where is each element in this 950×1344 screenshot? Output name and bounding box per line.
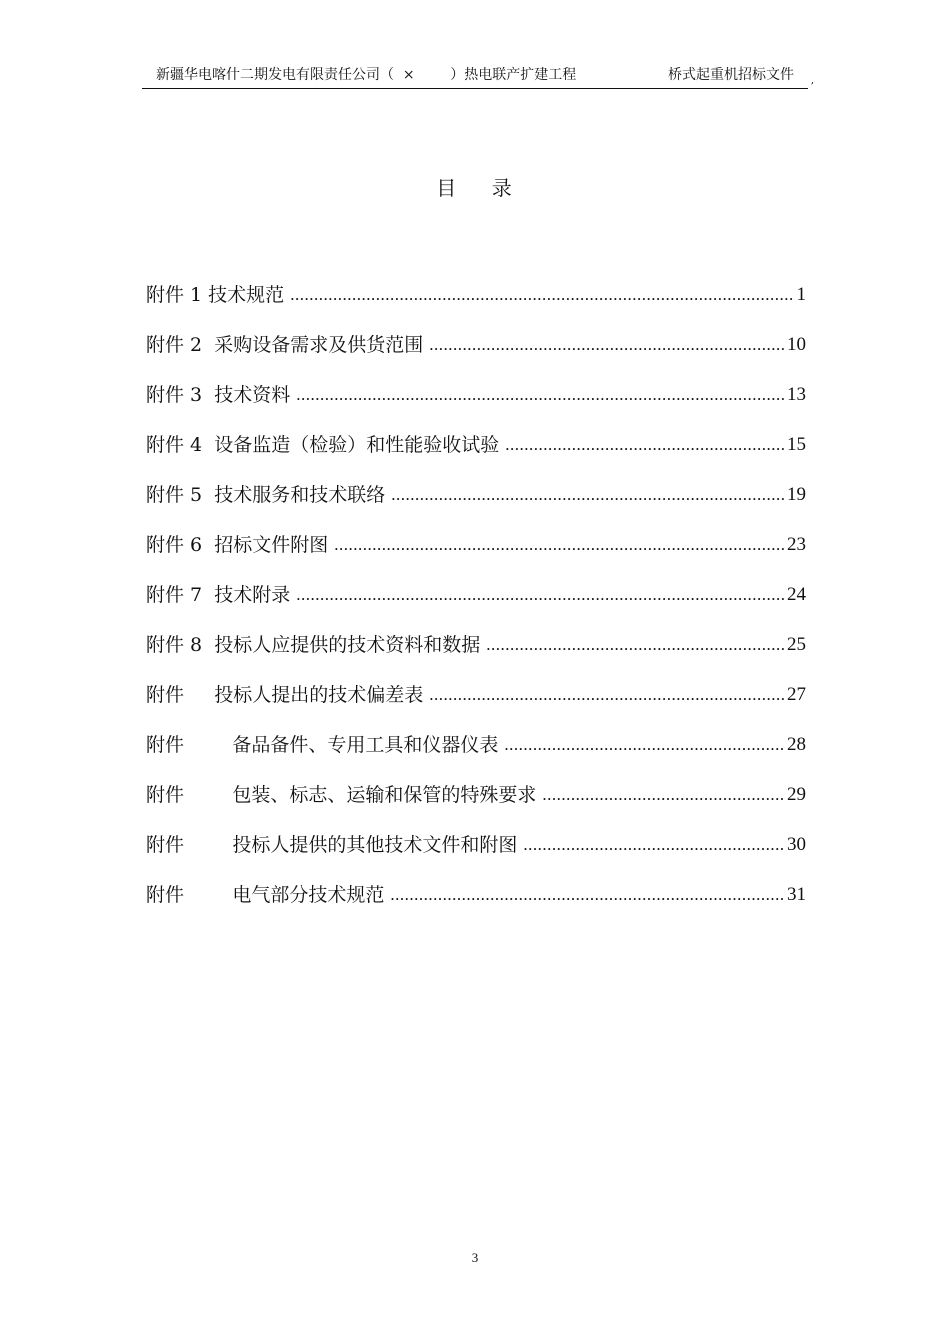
toc-dot-leader — [504, 730, 785, 760]
toc-entry-number: 附件 — [146, 884, 233, 906]
toc-dot-leader — [486, 630, 785, 660]
toc-entry-number: 附件 — [146, 734, 233, 756]
toc-dot-leader — [290, 280, 794, 310]
toc-entry-label: 技术资料 — [214, 384, 291, 406]
toc-entry-number: 附件 4 — [146, 434, 215, 456]
toc-title: 目 录 — [436, 176, 514, 200]
toc-dot-leader — [334, 530, 785, 560]
toc-entry-label: 技术规范 — [208, 284, 285, 306]
toc-dot-leader — [391, 480, 785, 510]
toc-entry[interactable] — [146, 520, 806, 570]
page-number: 3 — [471, 1250, 479, 1265]
toc-entry-number: 附件 6 — [146, 534, 215, 556]
toc-entry-number: 附件 8 — [146, 634, 215, 656]
toc-entry[interactable] — [146, 270, 806, 320]
toc-entry-number: 附件 5 — [146, 484, 215, 506]
toc-dot-leader — [296, 380, 785, 410]
toc-dot-leader — [296, 580, 785, 610]
toc-entry[interactable] — [146, 870, 806, 920]
toc-entry-label: 投标人提供的其他技术文件和附图 — [232, 834, 518, 856]
toc-entry-number: 附件 3 — [146, 384, 215, 406]
toc-entry-page: 24 — [787, 584, 806, 605]
toc-entry-page: 1 — [796, 284, 806, 305]
toc-entry[interactable] — [146, 720, 806, 770]
toc-entry-label: 投标人提出的技术偏差表 — [214, 684, 424, 706]
toc-entry[interactable] — [146, 370, 806, 420]
toc-entry-page: 27 — [787, 684, 806, 705]
toc-entry-page: 30 — [787, 834, 806, 855]
toc-entry-number: 附件 — [146, 834, 233, 856]
toc-dot-leader — [390, 880, 785, 910]
toc-entry[interactable] — [146, 670, 806, 720]
header-project-name: 新疆华电喀什二期发电有限责任公司（ × ）热电联产扩建工程 — [156, 67, 577, 83]
toc-dot-leader — [523, 830, 785, 860]
table-of-contents — [146, 270, 806, 920]
toc-dot-leader — [542, 780, 785, 810]
toc-entry-page: 29 — [787, 784, 806, 805]
toc-dot-leader — [505, 430, 785, 460]
toc-entry-label: 投标人应提供的技术资料和数据 — [214, 634, 481, 656]
toc-entry-number: 附件 — [146, 784, 233, 806]
toc-entry-number: 附件 2 — [146, 334, 215, 356]
toc-entry-page: 19 — [787, 484, 806, 505]
toc-entry-page: 13 — [787, 384, 806, 405]
toc-entry-number: 附件 1 — [146, 284, 209, 306]
toc-entry-page: 31 — [787, 884, 806, 905]
toc-entry[interactable] — [146, 420, 806, 470]
toc-entry-page: 25 — [787, 634, 806, 655]
toc-entry-page: 28 — [787, 734, 806, 755]
toc-entry-page: 15 — [787, 434, 806, 455]
toc-entry-label: 设备监造（检验）和性能验收试验 — [214, 434, 500, 456]
toc-entry[interactable] — [146, 570, 806, 620]
toc-entry-number: 附件 — [146, 684, 215, 706]
toc-entry-page: 10 — [787, 334, 806, 355]
toc-dot-leader — [429, 330, 785, 360]
toc-entry-label: 技术附录 — [214, 584, 291, 606]
toc-entry-number: 附件 7 — [146, 584, 215, 606]
toc-entry-label: 包装、标志、运输和保管的特殊要求 — [232, 784, 537, 806]
toc-entry-label: 采购设备需求及供货范围 — [214, 334, 424, 356]
toc-entry-label: 技术服务和技术联络 — [214, 484, 386, 506]
toc-entry[interactable] — [146, 770, 806, 820]
page-header — [142, 62, 814, 89]
toc-entry-page: 23 — [787, 534, 806, 555]
toc-entry[interactable] — [146, 470, 806, 520]
toc-entry-label: 电气部分技术规范 — [232, 884, 385, 906]
toc-entry-label: 备品备件、专用工具和仪器仪表 — [232, 734, 499, 756]
header-corner-mark: , — [810, 75, 814, 86]
toc-entry-label: 招标文件附图 — [214, 534, 329, 556]
toc-entry[interactable] — [146, 620, 806, 670]
toc-dot-leader — [429, 680, 785, 710]
header-document-title: 桥式起重机招标文件 — [668, 67, 794, 83]
toc-entry[interactable] — [146, 320, 806, 370]
toc-entry[interactable] — [146, 820, 806, 870]
